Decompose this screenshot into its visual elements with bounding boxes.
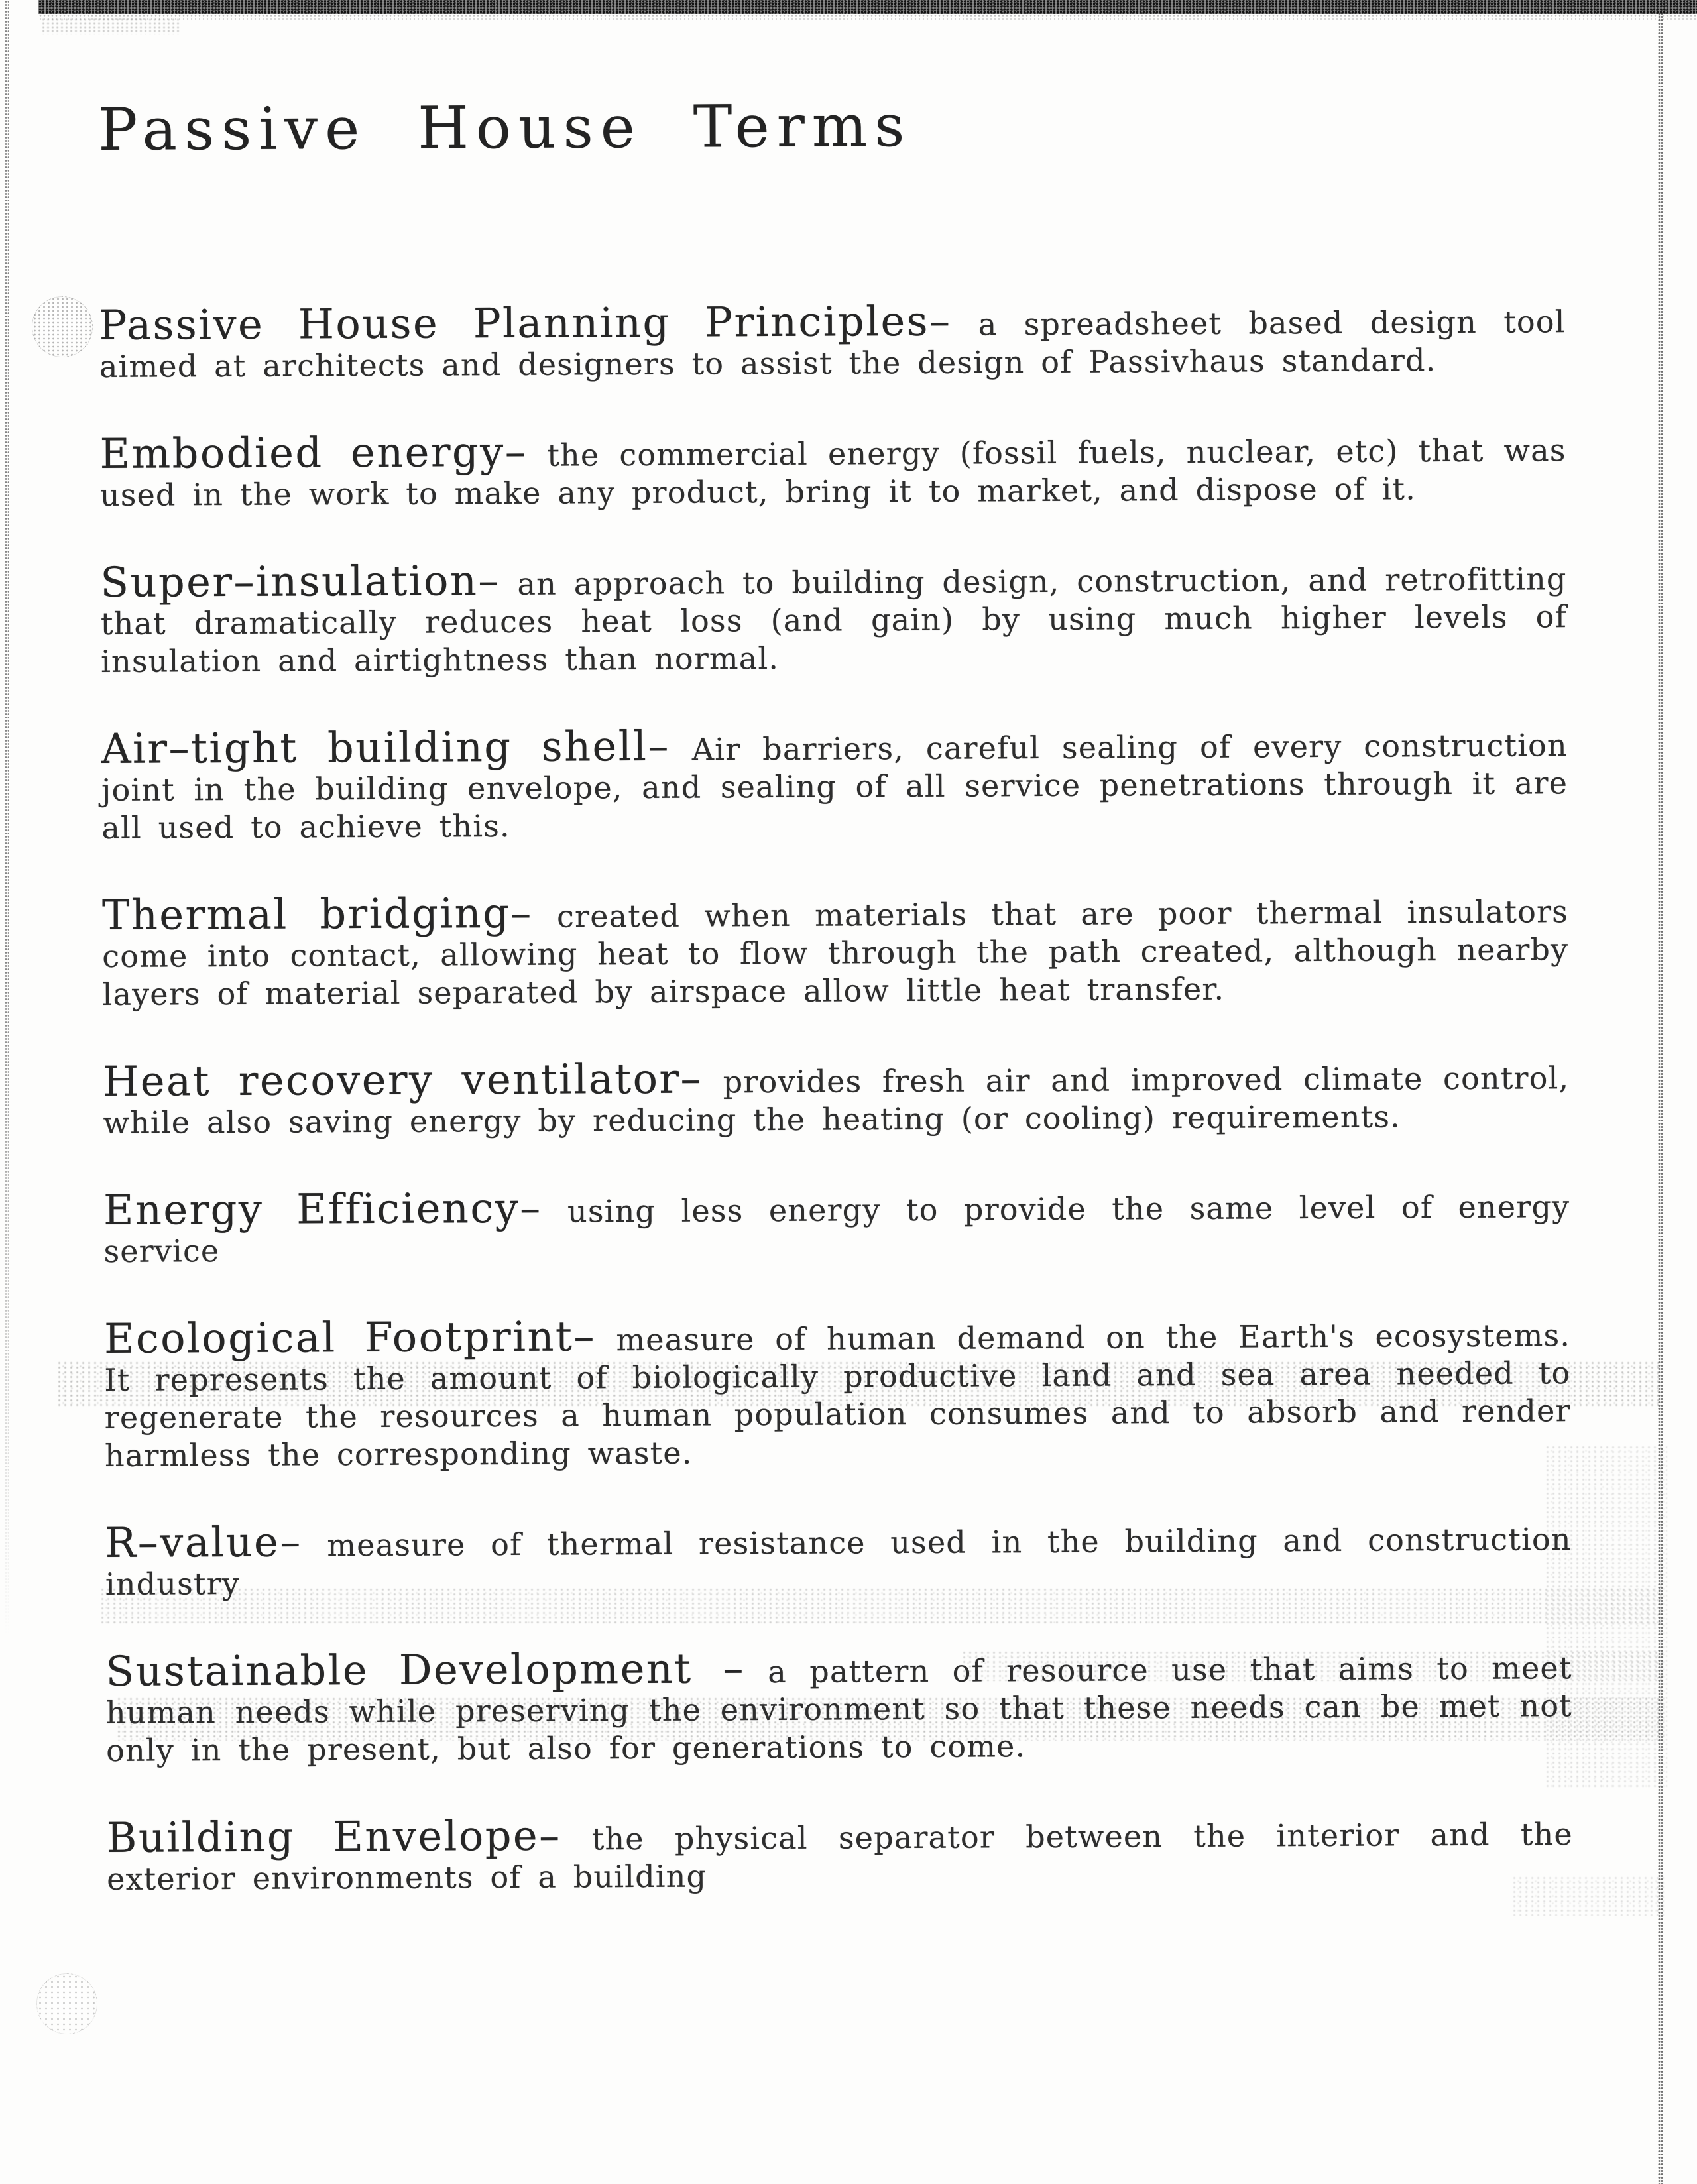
scan-edge-artifact-left [5, 0, 9, 1723]
hole-punch-bottom [36, 1973, 97, 2034]
hole-punch-top [32, 296, 93, 357]
term-entry [104, 1312, 1571, 1475]
scan-edge-artifact-top [38, 0, 1697, 14]
term-name: Passive House Planning Principles– [99, 296, 952, 349]
term-definition: using less energy to provide the same level of energy service [103, 1188, 1570, 1269]
term-name: Thermal bridging– [101, 888, 533, 939]
term-entry [103, 1055, 1570, 1142]
term-name: Ecological Footprint– [103, 1312, 597, 1363]
term-entry [100, 556, 1567, 681]
term-entry [103, 1184, 1570, 1271]
term-name: Heat recovery ventilator– [103, 1054, 703, 1106]
term-name: Building Envelope– [106, 1811, 561, 1862]
term-definition: a spreadsheet based design tool aimed at architects and designers to assist the design of Passivhaus standard. [99, 304, 1566, 384]
term-definition: an approach to building design, construction, and retrofitting that dramatically reduces heat loss (and gain) by using much higher levels of insulation and airtightness than normal. [100, 561, 1567, 679]
document-body [98, 92, 1574, 1947]
term-name: Sustainable Development – [105, 1644, 746, 1695]
term-definition: measure of human demand on the Earth's ecosystems. It represents the amount of biologically productive land and sea area needed to regenerate the resources a human population consumes and to absorb and render harmless the corresponding waste. [104, 1317, 1571, 1473]
term-definition: Air barriers, careful sealing of every construction joint in the building envelope, and sealing of all service penetrations through it are all used to achieve this. [101, 727, 1568, 846]
term-name: R–value– [105, 1517, 302, 1567]
term-entry [105, 1645, 1572, 1770]
term-entry [101, 722, 1568, 847]
term-name: Air–tight building shell– [101, 721, 671, 773]
term-name: Embodied energy– [99, 427, 528, 478]
term-entry [102, 889, 1569, 1013]
scan-edge-artifact-right [1658, 12, 1663, 2184]
term-entry [99, 296, 1566, 386]
term-definition: provides fresh air and improved climate control, while also saving energy by reducing the heating (or cooling) requirements. [103, 1060, 1570, 1141]
term-entry [99, 428, 1566, 514]
term-name: Energy Efficiency– [103, 1183, 542, 1234]
page-title: Passive House Terms [97, 91, 912, 164]
scan-smudge-top-left [41, 17, 180, 34]
term-definition: the physical separator between the interior and the exterior environments of a building [106, 1816, 1573, 1897]
term-definition: measure of thermal resistance used in the building and construction industry [105, 1521, 1572, 1602]
term-entry [107, 1811, 1574, 1898]
term-entry [105, 1517, 1572, 1603]
term-definition: the commercial energy (fossil fuels, nuclear, etc) that was used in the work to make any product, bring it to market, and dispose of it. [99, 432, 1566, 513]
term-name: Super–insulation– [100, 556, 500, 606]
term-definition: created when materials that are poor thermal insulators come into contact, allowing heat to flow through the path created, although nearby layers of material separated by airspace allow little heat transfer. [102, 893, 1569, 1012]
term-definition: a pattern of resource use that aims to meet human needs while preserving the environment so that these needs can be met not only in the present, but also for generations to come. [105, 1650, 1573, 1768]
